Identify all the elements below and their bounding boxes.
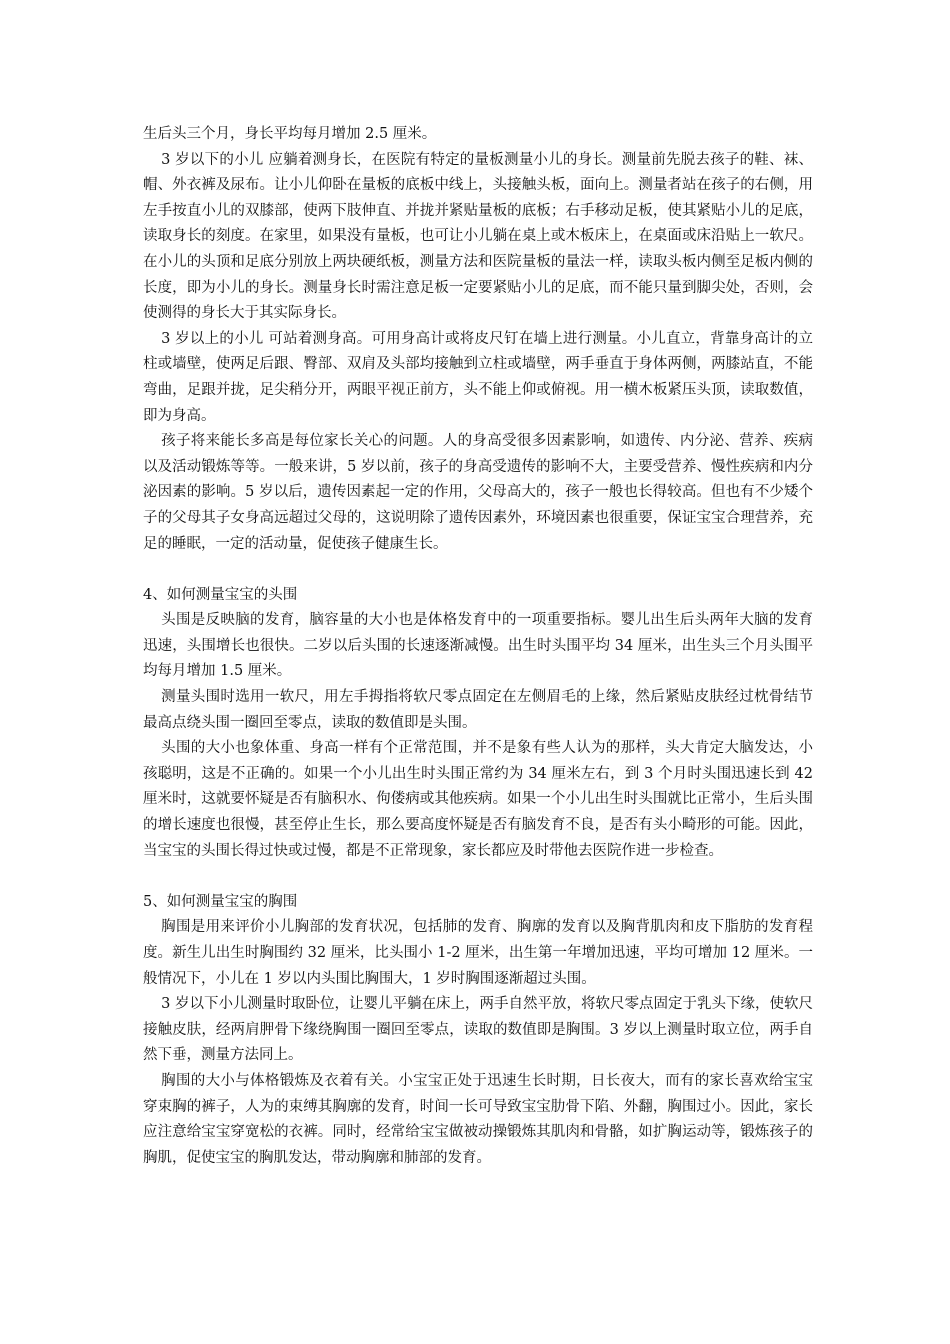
document-page <box>143 122 813 1171</box>
continued-line: 生后头三个月，身长平均每月增加 2.5 厘米。 <box>143 126 437 142</box>
section-heading-head-circumference: 4、如何测量宝宝的头围 <box>143 586 298 603</box>
paragraph-height-over-3: 3 岁以上的小儿 可站着测身高。可用身高计或将皮尺钉在墙上进行测量。小儿直立，背靠身高计的立柱或墙壁，使两足后跟、臀部、双肩及头部均接触到立柱或墙壁，两手垂直于身体两侧，两膝站直，不能弯曲，足跟并拢，足尖稍分开，两眼平视正前方，头不能上仰或俯视。用一横木板紧压头顶，读取数值，即为身高。 <box>143 330 813 424</box>
paragraph-head-intro: 头围是反映脑的发育，脑容量的大小也是体格发育中的一项重要指标。婴儿出生后头两年大脑的发育迅速，头围增长也很快。二岁以后头围的长速逐渐减慢。出生时头围平均 34 厘米，出生头三个月头围平均每月增加 1.5 厘米。 <box>143 612 813 680</box>
paragraph-height-factors: 孩子将来能长多高是每位家长关心的问题。人的身高受很多因素影响，如遗传、内分泌、营养、疾病以及活动锻炼等等。一般来讲，5 岁以前，孩子的身高受遗传的影响不大，主要受营养、慢性疾病和内分泌因素的影响。5 岁以后，遗传因素起一定的作用，父母高大的，孩子一般也长得较高。但也有不少矮个子的父母其子女身高远超过父母的，这说明除了遗传因素外，环境因素也很重要，保证宝宝合理营养，充足的睡眠，一定的活动量，促使孩子健康生长。 <box>143 433 813 552</box>
paragraph-chest-intro: 胸围是用来评价小儿胸部的发育状况，包括肺的发育、胸廓的发育以及胸背肌肉和皮下脂肪的发育程度。新生儿出生时胸围约 32 厘米，比头围小 1-2 厘米，出生第一年增加迅速，平均可增加 12 厘米。一般情况下，小儿在 1 岁以内头围比胸围大，1 岁时胸围逐渐超过头围。 <box>143 919 813 987</box>
paragraph-head-range: 头围的大小也象体重、身高一样有个正常范围，并不是象有些人认为的那样，头大肯定大脑发达，小孩聪明，这是不正确的。如果一个小儿出生时头围正常约为 34 厘米左右，到 3 个月时头围迅速长到 42 厘米时，这就要怀疑是否有脑积水、佝偻病或其他疾病。如果一个小儿出生时头围就比正常小，生后头围的增长速度也很慢，甚至停止生长，那么要高度怀疑是否有脑发育不良，是否有头小畸形的可能。因此，当宝宝的头围长得过快或过慢，都是不正常现象，家长都应及时带他去医院作进一步检查。 <box>143 740 813 859</box>
paragraph-head-measure: 测量头围时选用一软尺，用左手拇指将软尺零点固定在左侧眉毛的上缘，然后紧贴皮肤经过枕骨结节最高点绕头围一圈回至零点，读取的数值即是头围。 <box>143 689 813 731</box>
paragraph-chest-clothing: 胸围的大小与体格锻炼及衣着有关。小宝宝正处于迅速生长时期，日长夜大，而有的家长喜欢给宝宝穿束胸的裤子，人为的束缚其胸廓的发育，时间一长可导致宝宝肋骨下陷、外翻，胸围过小。因此，家长应注意给宝宝穿宽松的衣裤。同时，经常给宝宝做被动操锻炼其肌肉和骨骼，如扩胸运动等，锻炼孩子的胸肌，促使宝宝的胸肌发达，带动胸廓和肺部的发育。 <box>143 1072 813 1166</box>
paragraph-chest-measure: 3 岁以下小儿测量时取卧位，让婴儿平躺在床上，两手自然平放，将软尺零点固定于乳头下缘，使软尺接触皮肤，经两肩胛骨下缘绕胸围一圈回至零点，读取的数值即是胸围。3 岁以上测量时取立位，两手自然下垂，测量方法同上。 <box>143 996 813 1064</box>
section-heading-chest-circumference: 5、如何测量宝宝的胸围 <box>143 893 298 910</box>
paragraph-length-under-3: 3 岁以下的小儿 应躺着测身长，在医院有特定的量板测量小儿的身长。测量前先脱去孩子的鞋、袜、帽、外衣裤及尿布。让小儿仰卧在量板的底板中线上，头接触头板，面向上。测量者站在孩子的右侧，用左手按直小儿的双膝部，使两下肢伸直、并拢并紧贴量板的底板；右手移动足板，使其紧贴小儿的足底，读取身长的刻度。在家里，如果没有量板，也可让小儿躺在桌上或木板床上，在桌面或床沿贴上一软尺。在小儿的头顶和足底分别放上两块硬纸板，测量方法和医院量板的量法一样，读取头板内侧至足板内侧的长度，即为小儿的身长。测量身长时需注意足板一定要紧贴小儿的足底，而不能只量到脚尖处，否则，会使测得的身长大于其实际身长。 <box>143 151 813 322</box>
